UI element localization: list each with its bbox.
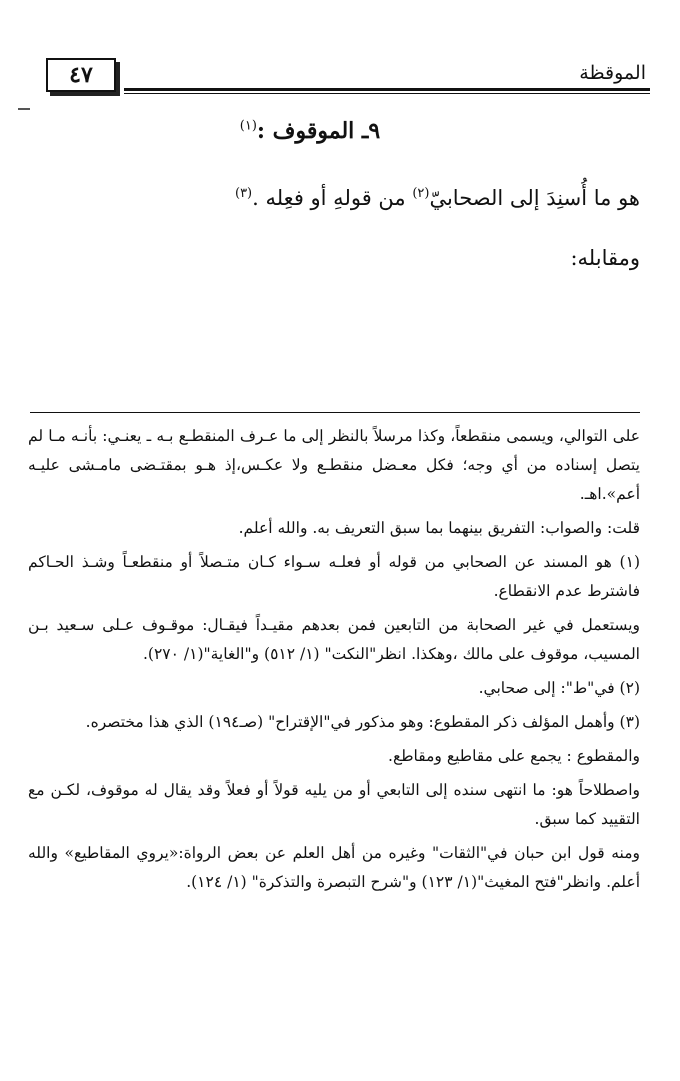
footnote-paragraph: على التوالي، ويسمى منقطعاً، وكذا مرسلاً بالنظر إلى ما عـرف المنقطـع بـه ـ يعنـي: بأنـه مـا لم يتصل إسناده من أي وجه؛ فكل معـضل منقطـع ولا عكـس،إذ هـو بمقتـضى مامـشى عليـه أعم».اهـ. [28,427,640,503]
header-rule-thin [124,93,650,94]
footnote-paragraph: واصطلاحاً هو: ما انتهى سنده إلى التابعي أو من يليه قولاً أو فعلاً وقد يقال له موقوف، لكـن مع التقييد كما سبق. [28,781,640,828]
footnote-paragraph: (٢) في"ط": إلى صحابي. [478,679,640,697]
footnote-separator [30,412,640,413]
definition-text: هو ما أُسنِدَ إلى الصحابيّ [429,186,640,210]
section-footnote-ref: (١) [239,118,257,134]
page-header [30,54,650,94]
footnote-paragraph: قلت: والصواب: التفريق بينهما بما سبق التعريف به. والله أعلم. [238,519,640,537]
page-number: ٤٧ [69,62,93,88]
footnote-paragraph: والمقطوع : يجمع على مقاطيع ومقاطع. [388,747,640,765]
section-heading [130,118,490,144]
page-number-box [46,58,116,92]
definition-rest: من قولهِ أو فعِله . [252,186,413,210]
header-rule [124,88,650,91]
definition-end-footnote-ref: (٣) [234,186,253,201]
definition-footnote-ref: (٢) [412,186,430,201]
definition-paragraph [40,180,640,216]
footnote-paragraph: (١) هو المسند عن الصحابي من قوله أو فعلـه سـواء كـان متـصلاً أو منقطعـاً وشـذ الحـاكم فاشترط عدم الانقطاع. [28,553,640,600]
footnote-paragraph: ومنه قول ابن حبان في"الثقات" وغيره من أهل العلم عن بعض الرواة:«يروي المقاطيع» والله أعلم. وانظر"فتح المغيث"(١/ ١٢٣) و"شرح التبصرة والتذكرة" (١/ ١٢٤). [28,844,640,891]
footnotes-block [28,422,640,902]
footnote-paragraph: (٣) وأهمل المؤلف ذكر المقطوع: وهو مذكور في"الإقتراح" (صـ١٩٤) الذي هذا مختصره. [85,713,640,731]
counterpart-line: ومقابله: [570,246,640,270]
margin-mark [18,108,30,110]
footnote-paragraph: ويستعمل في غير الصحابة من التابعين فمن بعدهم مقيـداً فيقـال: موقـوف عـلى سـعيد بـن المسيب، موقوف على مالك ،وهكذا. انظر"النكت" (١/ ٥١٢) و"الغاية"(١/ ٢٧٠). [28,616,640,663]
section-heading-text: ٩ـ الموقوف : [256,118,381,144]
running-title: الموقظة [579,62,646,84]
